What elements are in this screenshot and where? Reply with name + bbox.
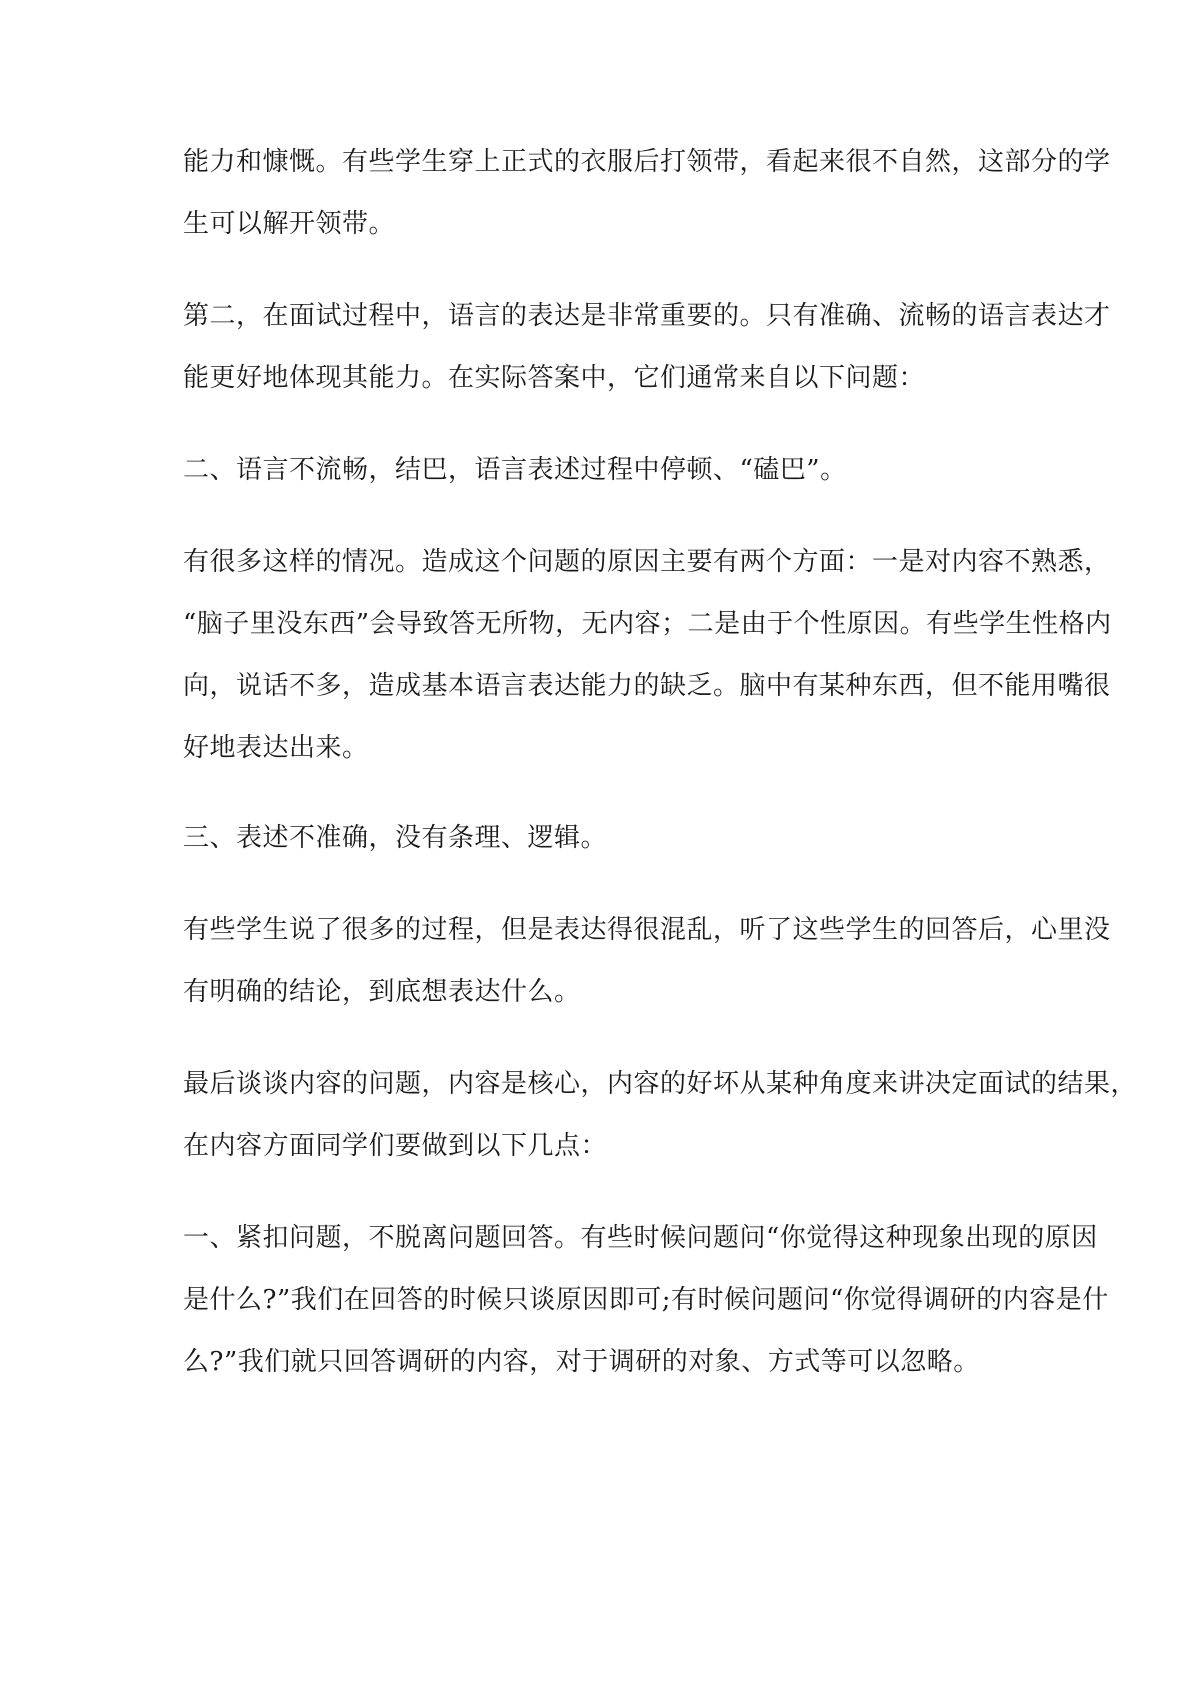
text-line: 好地表达出来。 [183, 733, 369, 763]
heading-point-two [183, 439, 1028, 501]
text-line: 第二，在面试过程中，语言的表达是非常重要的。只有准确、流畅的语言表达才 [183, 301, 1111, 331]
paragraph-fluency-causes [183, 531, 1112, 779]
text-line: 么?”我们就只回答调研的内容，对于调研的对象、方式等可以忽略。 [183, 1347, 980, 1377]
text-line: 有些学生说了很多的过程，但是表达得很混乱，听了这些学生的回答后，心里没 [183, 915, 1111, 945]
paragraph-logic [183, 899, 1111, 1023]
text-line: 有明确的结论，到底想表达什么。 [183, 977, 581, 1007]
text-line: 向，说话不多，造成基本语言表达能力的缺乏。脑中有某种东西，但不能用嘴很 [183, 671, 1111, 701]
text-line: 二、语言不流畅，结巴，语言表述过程中停顿、“磕巴”。 [183, 455, 847, 485]
text-line: 是什么?”我们在回答的时候只谈原因即可;有时候问题问“你觉得调研的内容是什 [183, 1285, 1109, 1315]
text-line: 一、紧扣问题，不脱离问题回答。有些时候问题问“你觉得这种现象出现的原因 [183, 1223, 1098, 1253]
text-line: 有很多这样的情况。造成这个问题的原因主要有两个方面：一是对内容不熟悉， [183, 547, 1111, 577]
text-line: 三、表述不准确，没有条理、逻辑。 [183, 823, 608, 853]
text-line: 在内容方面同学们要做到以下几点： [183, 1131, 608, 1161]
text-line: 最后谈谈内容的问题，内容是核心，内容的好坏从某种角度来讲决定面试的结果， [183, 1069, 1138, 1099]
paragraph-attire [183, 131, 1111, 255]
text-line: “脑子里没东西”会导致答无所物，无内容；二是由于个性原因。有些学生性格内 [183, 609, 1112, 639]
text-line: 能力和慷慨。有些学生穿上正式的衣服后打领带，看起来很不自然，这部分的学 [183, 147, 1111, 177]
heading-point-three [183, 807, 1028, 869]
text-line: 生可以解开领带。 [183, 209, 396, 239]
text-line: 能更好地体现其能力。在实际答案中，它们通常来自以下问题： [183, 363, 926, 393]
paragraph-language-importance [183, 285, 1111, 409]
paragraph-point-one-content [183, 1207, 1109, 1393]
paragraph-content-core [183, 1053, 1138, 1177]
